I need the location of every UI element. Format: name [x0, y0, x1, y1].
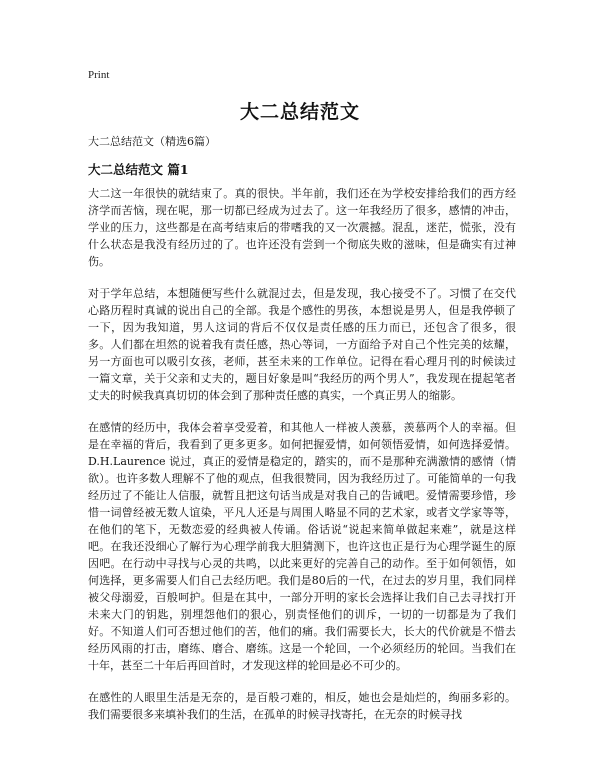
paragraph: 在感性的人眼里生活是无奈的，是百般刁难的，相反，她也会是灿烂的，绚丽多彩的。我们需要很多来填补我们的生活，在孤单的时候寻找寄托，在无奈的时候寻找 — [88, 691, 516, 721]
paragraph: 对于学年总结，本想随便写些什么就混过去，但是发现，我心接受不了。习惯了在交代心路历程时真诚的说出自己的全部。我是个感性的男孩，本想说是男人，但是我停顿了一下，因为我知道，男人这词的背后不仅仅是责任感的压力而已，还包含了很多，很多。人们都在坦然的说着我有责任感，热心等词，一方面给予对自己个性完美的炫耀，另一方面也可以吸引女孩，老师，甚至未来的工作单位。记得在看心理月刊的时候读过一篇文章，关于父亲和丈夫的，题目好象是叫“我经历的两个男人”，我发现在提起笔者丈夫的时候我真真切切的体会到了那种责任感的真实，一个真正男人的缩影。 — [88, 287, 516, 402]
page-title: 大二总结范文 — [239, 101, 360, 123]
article-body — [88, 185, 516, 738]
paragraph: 大二这一年很快的就结束了。真的很快。半年前，我们还在为学校安排给我们的西方经济学而苦恼，现在呢，那一切都已经成为过去了。这一年我经历了很多，感情的冲击，学业的压力，这些都是在高考结束后的带嗜我的又一次震撼。混乱，迷茫，慌张，没有什么状态是我没有经历过的了。也许还没有尝到一个彻底失败的滋味，但是确实有过神伤。 — [88, 187, 516, 268]
print-label: Print — [88, 69, 110, 81]
paragraph: 在感情的经历中，我体会着享受爱着，和其他人一样被人羡慕，羡慕两个人的幸福。但是在幸福的背后，我看到了更多更多。如何把握爱情，如何领悟爱情，如何选择爱情。D.H.Laurence 说过，真正的爱情是稳定的，踏实的，而不是那种充满激情的感情（情欲）。也许多数人理解不了他的观点，但我很赞同，因为我经历过了。可能简单的一句我经历过了不能让人信服，就暂且把这句话当成是对我自己的告诫吧。爱情需要珍惜，珍惜一词曾经被无数人谊染，平凡人还是与周围人略显不同的艺术家，或者文学家等等，在他们的笔下，无数恋爱的经典被人传诵。俗话说“说起来简单做起来难”，就是这样吧。在我还没细心了解行为心理学前我大胆猜测下，也许这也正是行为心理学诞生的原因吧。在行动中寻找与心灵的共鸣，以此来更好的完善自己的动作。至于如何领悟，如何选择，更多需要人们自己去经历吧。我们是80后的一代，在过去的岁月里，我们同样被父母溺爱，百般呵护。但是在其中，一部分开明的家长会选择让我们自己去寻找打开未来大门的钥匙，别埋怨他们的狠心，别责怪他们的训斥，一切的一切都是为了我们好。不知道人们可否想过他们的苦，他们的痛。我们需要长大，长大的代价就是不惜去经历风雨的打击，磨练、磨合、磨练。这是一个轮回，一个必须经历的轮回。当我们在十年，甚至二十年后再回首时，才发现这样的轮回是必不可少的。 — [88, 421, 516, 672]
section-heading: 大二总结范文 篇1 — [88, 162, 189, 177]
document-subtitle: 大二总结范文（精选6篇） — [88, 135, 216, 148]
